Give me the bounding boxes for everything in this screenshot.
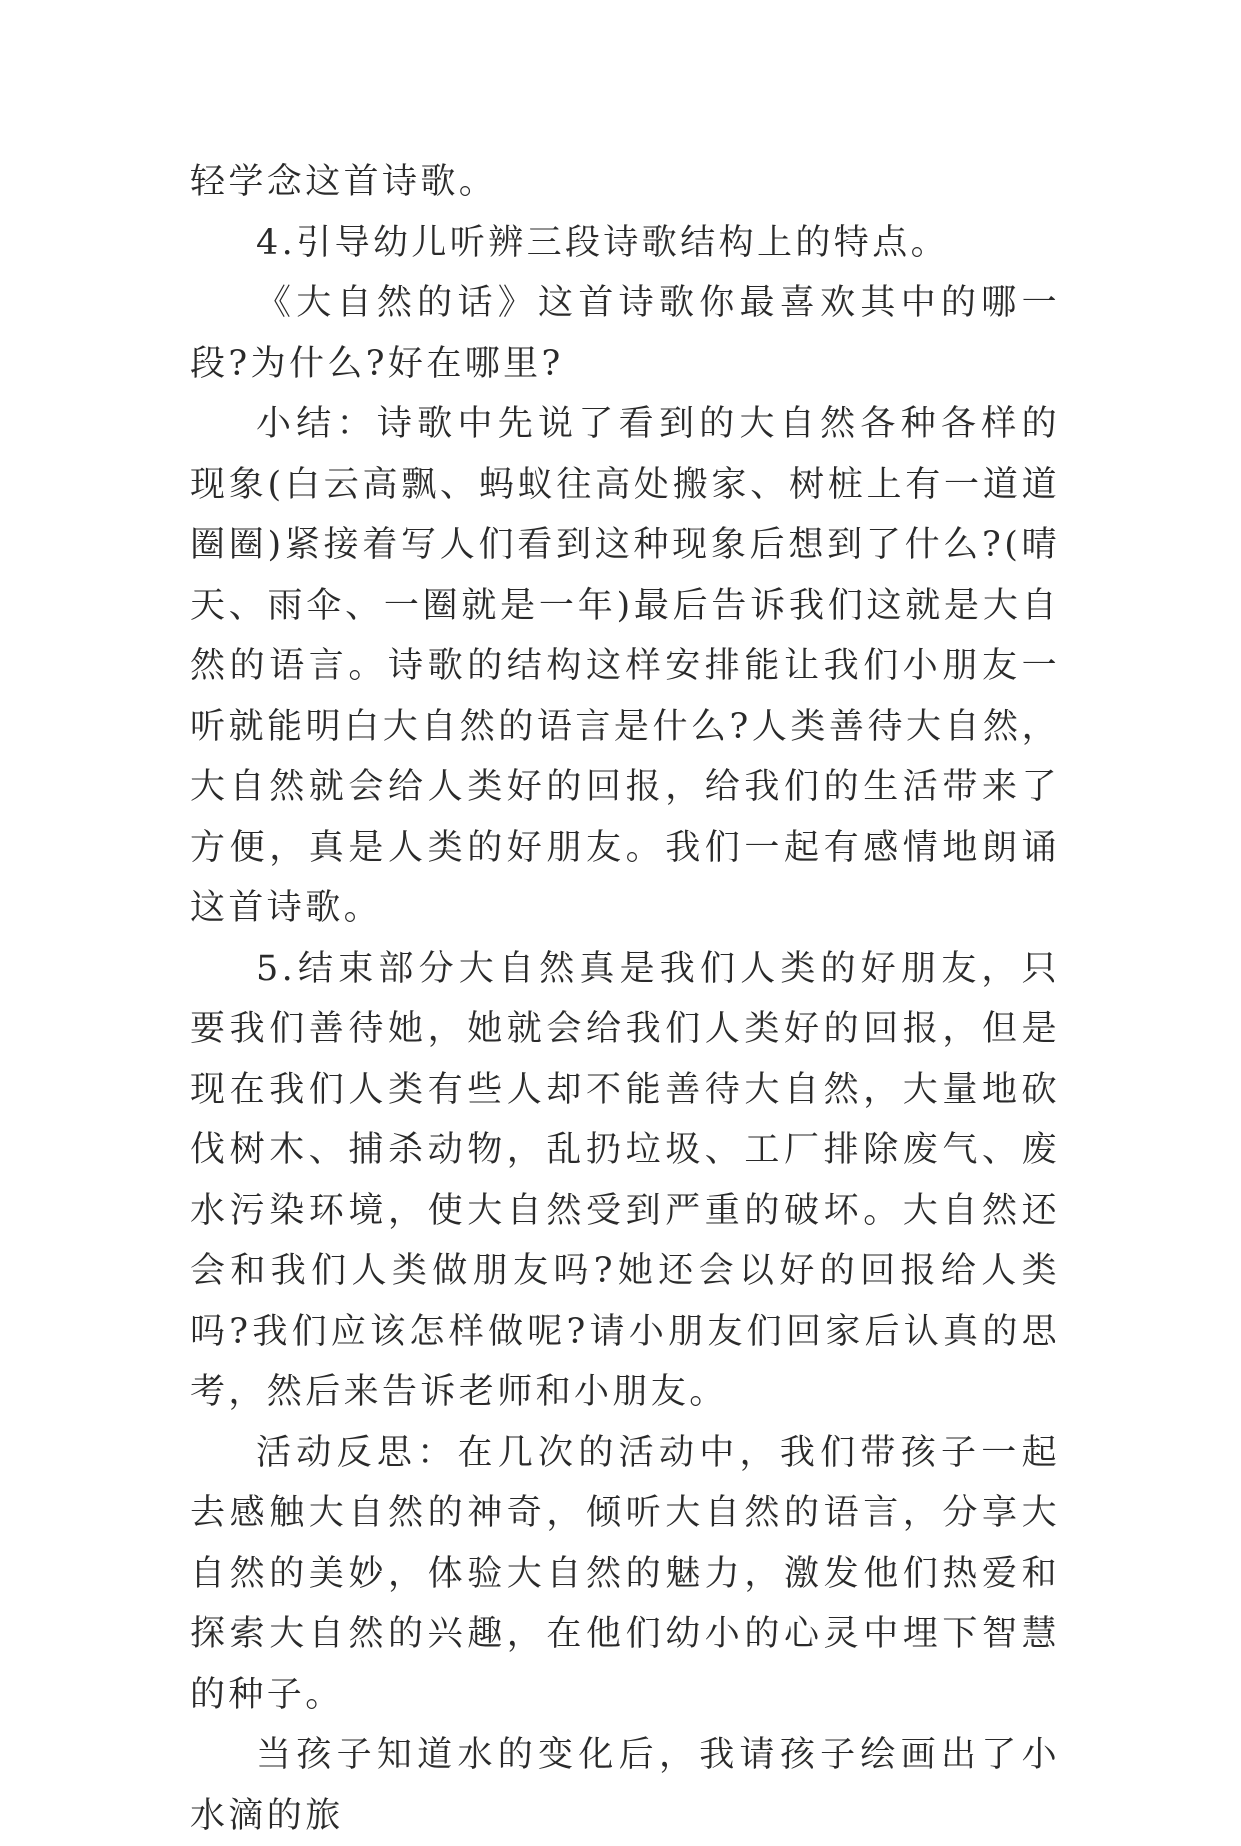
paragraph-water-drawing: 当孩子知道水的变化后，我请孩子绘画出了小水滴的旅 [190,1735,1060,1836]
paragraph-question: 《大自然的话》这首诗歌你最喜欢其中的哪一段?为什么?好在哪里? [190,283,1060,384]
paragraph-step-4: 4.引导幼儿听辨三段诗歌结构上的特点。 [256,222,949,263]
paragraph-summary: 小结：诗歌中先说了看到的大自然各种各样的现象(白云高飘、蚂蚁往高处搬家、树桩上有一道道圈圈)紧接着写人们看到这种现象后想到了什么?(晴天、雨伞、一圈就是一年)最后告诉我们这就是大自然的语言。诗歌的结构这样安排能让我们小朋友一听就能明白大自然的语言是什么?人类善待大自然，大自然就会给人类好的回报，给我们的生活带来了方便，真是人类的好朋友。我们一起有感情地朗诵这首诗歌。 [190,404,1060,928]
paragraph-step-5: 5.结束部分大自然真是我们人类的好朋友，只要我们善待她，她就会给我们人类好的回报，但是现在我们人类有些人却不能善待大自然，大量地砍伐树木、捕杀动物，乱扔垃圾、工厂排除废气、废水污染环境，使大自然受到严重的破坏。大自然还会和我们人类做朋友吗?她还会以好的回报给人类吗?我们应该怎样做呢?请小朋友们回家后认真的思考，然后来告诉老师和小朋友。 [190,948,1060,1412]
document-body [190,152,1060,1846]
paragraph-reflection: 活动反思：在几次的活动中，我们带孩子一起去感触大自然的神奇，倾听大自然的语言，分享大自然的美妙，体验大自然的魅力，激发他们热爱和探索大自然的兴趣，在他们幼小的心灵中埋下智慧的种子。 [190,1432,1060,1715]
paragraph-continuation: 轻学念这首诗歌。 [190,162,498,202]
